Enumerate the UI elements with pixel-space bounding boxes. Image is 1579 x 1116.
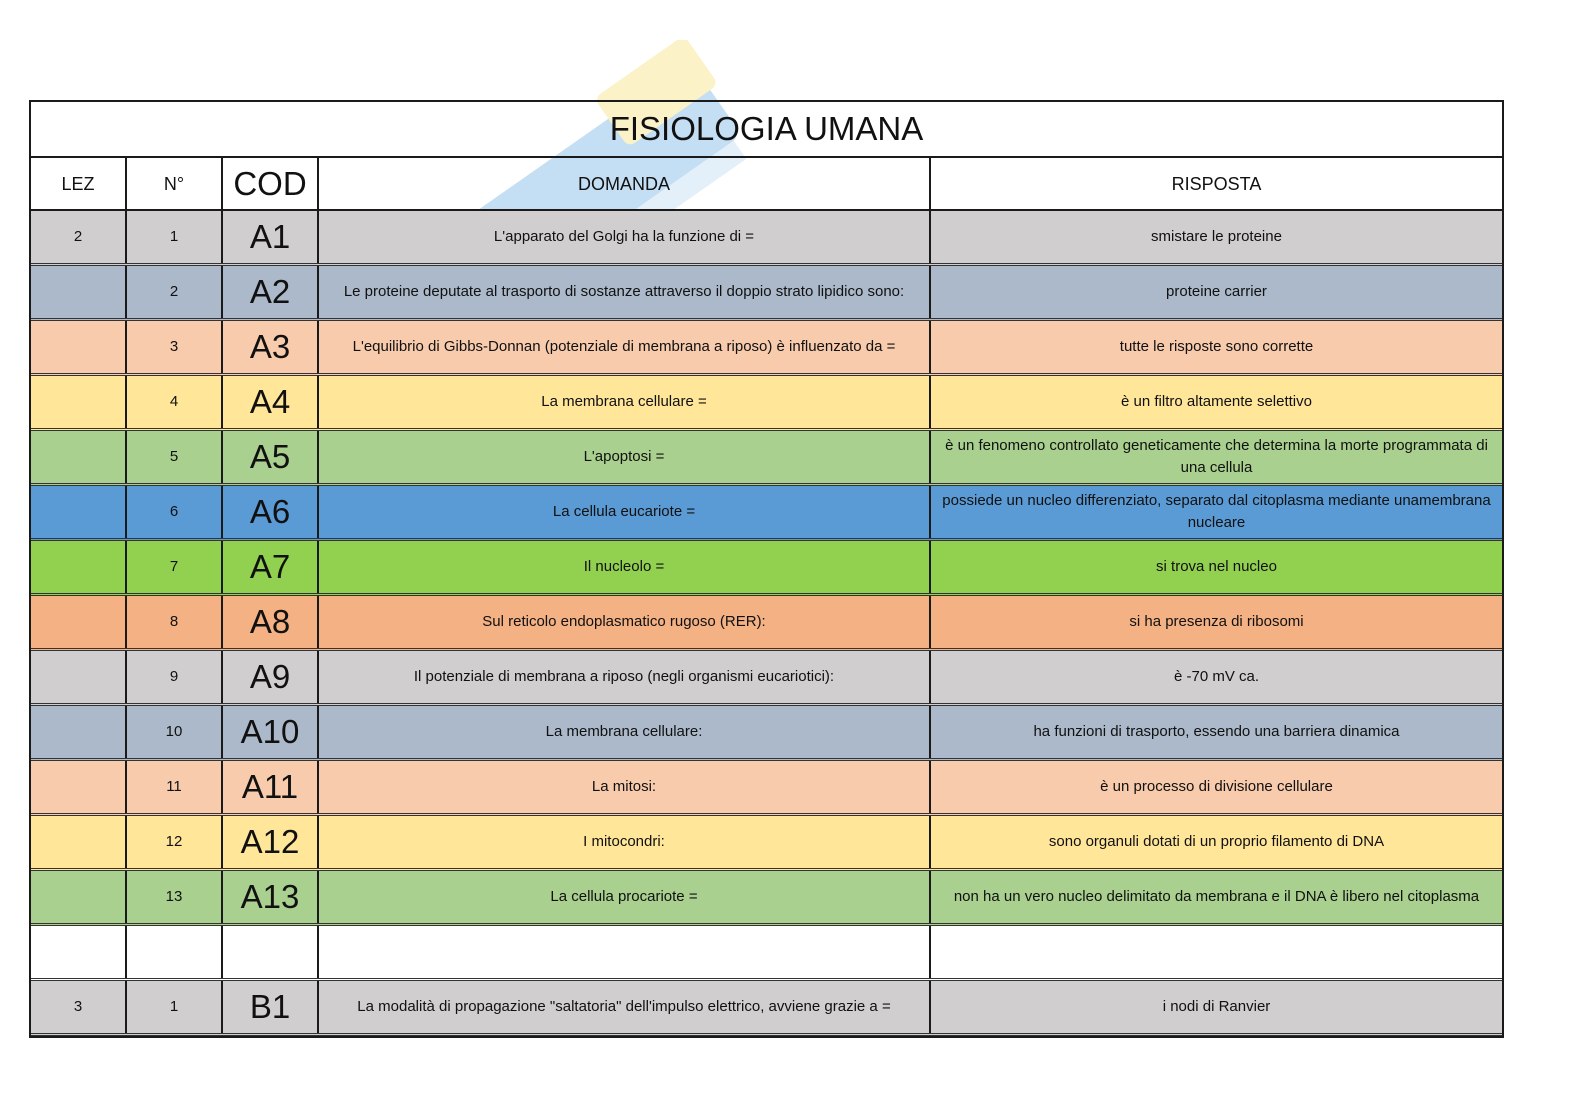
- cod-cell: A6: [223, 486, 319, 538]
- risposta-cell: smistare le proteine: [1151, 228, 1282, 245]
- num-cell: 13: [127, 871, 223, 923]
- risposta-cell: è un fenomeno controllato geneticamente che determina la morte programmata di una cellula: [945, 437, 1488, 476]
- table-row: [31, 926, 1502, 981]
- cod-cell: A5: [223, 431, 319, 483]
- num-cell: 11: [127, 761, 223, 813]
- cod-cell: [223, 926, 319, 978]
- risposta-cell: ha funzioni di trasporto, essendo una barriera dinamica: [1033, 723, 1400, 740]
- lez-cell: [31, 486, 127, 538]
- risposta-cell: è un processo di divisione cellulare: [1100, 778, 1333, 795]
- num-cell: 2: [127, 266, 223, 318]
- lez-cell: [31, 431, 127, 483]
- num-cell: 5: [127, 431, 223, 483]
- domanda-cell: La membrana cellulare =: [319, 376, 931, 428]
- cod-cell: B1: [223, 981, 319, 1033]
- lez-cell: [31, 596, 127, 648]
- cod-cell: A10: [223, 706, 319, 758]
- table-row: [31, 266, 1502, 321]
- header-risposta: RISPOSTA: [1171, 173, 1262, 194]
- num-cell: 10: [127, 706, 223, 758]
- domanda-cell: La cellula eucariote =: [319, 486, 931, 538]
- lez-cell: [31, 816, 127, 868]
- cod-cell: A11: [223, 761, 319, 813]
- cod-cell: A1: [223, 211, 319, 263]
- table-row: [31, 486, 1502, 541]
- table-row: [31, 541, 1502, 596]
- lez-cell: [31, 706, 127, 758]
- cod-cell: A8: [223, 596, 319, 648]
- domanda-cell: La membrana cellulare:: [319, 706, 931, 758]
- lez-cell: [31, 376, 127, 428]
- table-row: [31, 376, 1502, 431]
- risposta-cell: i nodi di Ranvier: [1162, 998, 1271, 1015]
- risposta-cell: è -70 mV ca.: [1173, 668, 1260, 685]
- lez-cell: [31, 541, 127, 593]
- risposta-cell: possiede un nucleo differenziato, separato dal citoplasma mediante unamembrana nucleare: [942, 492, 1491, 531]
- table-row: [31, 596, 1502, 651]
- cod-cell: A12: [223, 816, 319, 868]
- lez-cell: [31, 926, 127, 978]
- table-row: [31, 871, 1502, 926]
- risposta-cell: si trova nel nucleo: [1156, 558, 1277, 575]
- num-cell: 1: [127, 981, 223, 1033]
- risposta-cell: è un filtro altamente selettivo: [1121, 393, 1312, 410]
- domanda-cell: La modalità di propagazione "saltatoria" dell'impulso elettrico, avviene grazie a =: [319, 981, 931, 1033]
- lez-cell: [31, 321, 127, 373]
- cod-cell: A13: [223, 871, 319, 923]
- cod-cell: A7: [223, 541, 319, 593]
- lez-cell: [31, 761, 127, 813]
- domanda-cell: Il nucleolo =: [319, 541, 931, 593]
- cod-cell: A3: [223, 321, 319, 373]
- quiz-table: [29, 100, 1504, 1038]
- domanda-cell: Sul reticolo endoplasmatico rugoso (RER):: [319, 596, 931, 648]
- table-title: FISIOLOGIA UMANA: [31, 102, 1502, 158]
- table-row: [31, 706, 1502, 761]
- table-row: [31, 761, 1502, 816]
- table-row: [31, 211, 1502, 266]
- table-row: [31, 816, 1502, 871]
- cod-cell: A9: [223, 651, 319, 703]
- lez-cell: 2: [31, 211, 127, 263]
- lez-cell: [31, 266, 127, 318]
- header-domanda: DOMANDA: [319, 158, 931, 209]
- num-cell: 4: [127, 376, 223, 428]
- num-cell: 3: [127, 321, 223, 373]
- header-num: N°: [127, 158, 223, 209]
- domanda-cell: Le proteine deputate al trasporto di sostanze attraverso il doppio strato lipidico sono:: [319, 266, 931, 318]
- header-lez: LEZ: [31, 158, 127, 209]
- header-row: [31, 158, 1502, 211]
- num-cell: 9: [127, 651, 223, 703]
- table-row: [31, 651, 1502, 706]
- domanda-cell: La cellula procariote =: [319, 871, 931, 923]
- lez-cell: [31, 651, 127, 703]
- lez-cell: 3: [31, 981, 127, 1033]
- risposta-cell: [931, 926, 1502, 978]
- num-cell: 7: [127, 541, 223, 593]
- risposta-cell: non ha un vero nucleo delimitato da membrana e il DNA è libero nel citoplasma: [953, 888, 1480, 905]
- risposta-cell: si ha presenza di ribosomi: [1129, 613, 1304, 630]
- table-row: [31, 321, 1502, 376]
- header-cod: COD: [223, 158, 319, 209]
- cod-cell: A4: [223, 376, 319, 428]
- domanda-cell: L'equilibrio di Gibbs-Donnan (potenziale di membrana a riposo) è influenzato da =: [319, 321, 931, 373]
- cod-cell: A2: [223, 266, 319, 318]
- num-cell: 8: [127, 596, 223, 648]
- risposta-cell: sono organuli dotati di un proprio filamento di DNA: [1048, 833, 1385, 850]
- domanda-cell: Il potenziale di membrana a riposo (negli organismi eucariotici):: [319, 651, 931, 703]
- lez-cell: [31, 871, 127, 923]
- table-row: [31, 981, 1502, 1036]
- num-cell: 12: [127, 816, 223, 868]
- domanda-cell: L'apoptosi =: [319, 431, 931, 483]
- risposta-cell: tutte le risposte sono corrette: [1119, 338, 1314, 355]
- num-cell: 6: [127, 486, 223, 538]
- domanda-cell: La mitosi:: [319, 761, 931, 813]
- table-row: [31, 431, 1502, 486]
- num-cell: 1: [127, 211, 223, 263]
- risposta-cell: proteine carrier: [1166, 283, 1267, 300]
- domanda-cell: [319, 926, 931, 978]
- num-cell: [127, 926, 223, 978]
- domanda-cell: I mitocondri:: [319, 816, 931, 868]
- domanda-cell: L'apparato del Golgi ha la funzione di =: [319, 211, 931, 263]
